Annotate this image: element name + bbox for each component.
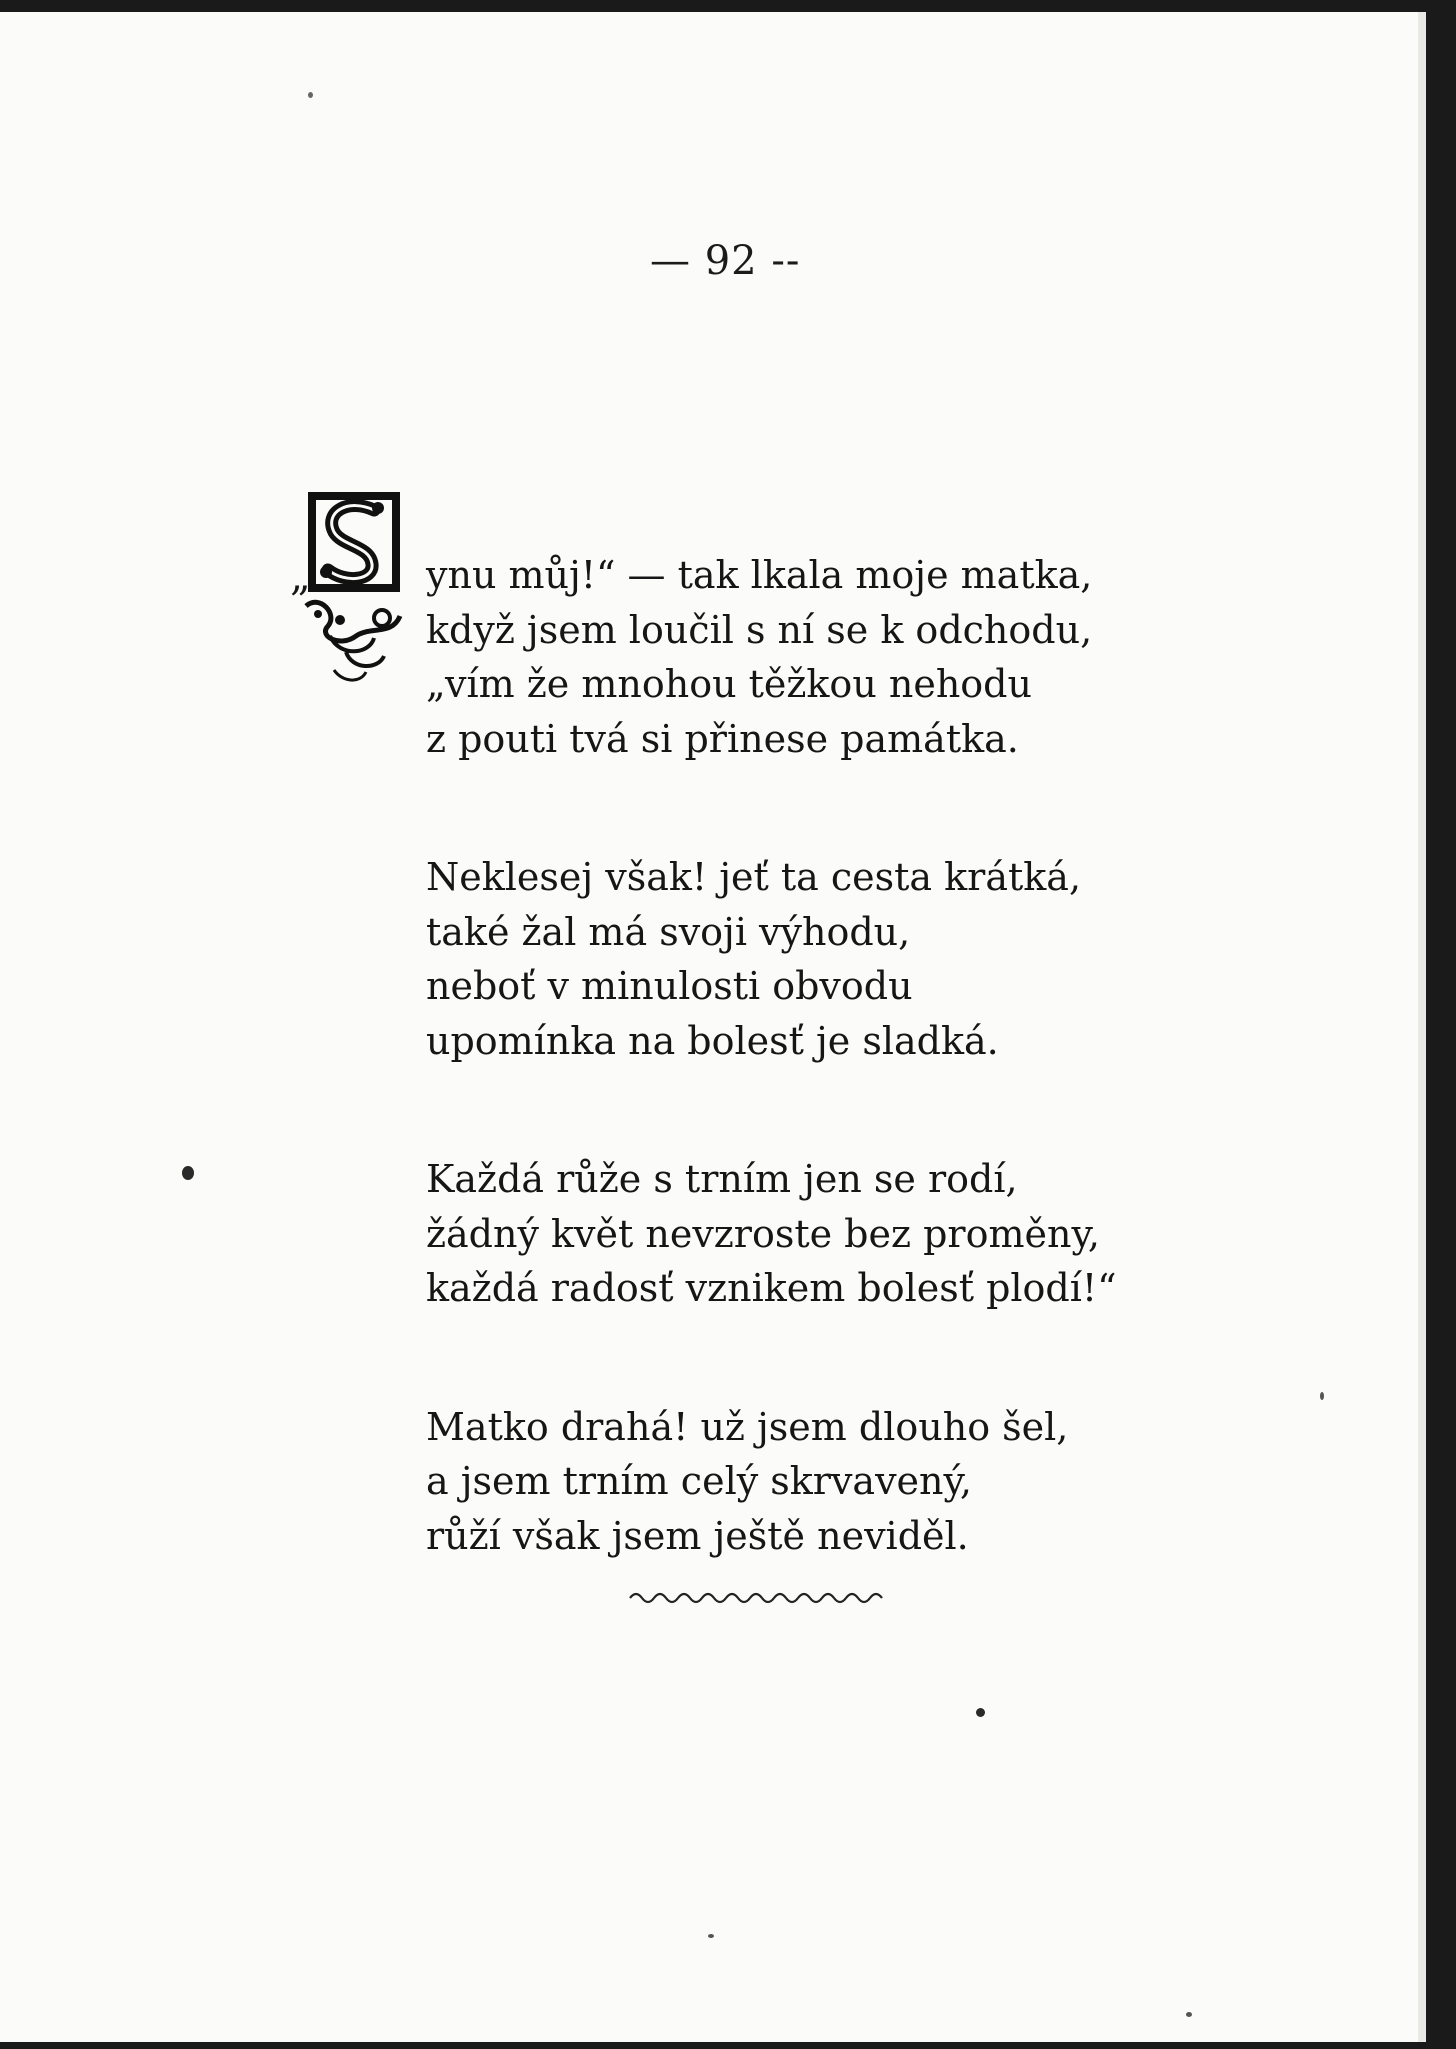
paper-speck [182,1166,194,1180]
paper-speck [976,1708,985,1717]
poem-line: a jsem trním celý skrvavený, [426,1459,973,1503]
poem-line: také žal má svoji výhodu, [426,909,911,954]
poem-line-text: ynu můj!“ — tak lkala moje matka, [426,553,1093,597]
paper-speck [1320,1392,1324,1400]
wavy-line-divider-icon [628,1588,890,1604]
poem-line: z pouti tvá si přinese památka. [426,716,1019,761]
paper-speck [1186,2012,1192,2017]
poem-line: upomínka na bolesť je sladká. [426,1018,999,1063]
poem-line: každá radosť vznikem bolesť plodí!“ [426,1266,1117,1310]
opening-quote: „ [290,554,311,600]
page-edge [1418,12,1426,2042]
poem-line [290,548,1186,603]
decorated-initial-s-icon [300,486,412,696]
poem-line: Matko drahá! už jsem dlouho šel, [426,1404,1069,1449]
poem [290,548,1186,1563]
stanza [290,548,1186,766]
stanza [426,1152,1186,1316]
poem-line: růží však jsem ještě neviděl. [426,1513,969,1558]
stanza [426,1400,1186,1564]
poem-line: „vím že mnohou těžkou nehodu [426,662,1032,706]
page-number: — 92 -- [650,238,801,284]
paper-speck [308,92,313,98]
paper-speck [708,1934,714,1938]
poem-line: Neklesej však! jeť ta cesta krátká, [426,855,1082,899]
poem-line: neboť v minulosti obvodu [426,964,913,1008]
poem-line: když jsem loučil s ní se k odchodu, [426,607,1093,652]
poem-line: žádný květ nevzroste bez proměny, [426,1211,1100,1256]
stanza [426,850,1186,1068]
poem-line: Každá růže s trním jen se rodí, [426,1157,1018,1201]
